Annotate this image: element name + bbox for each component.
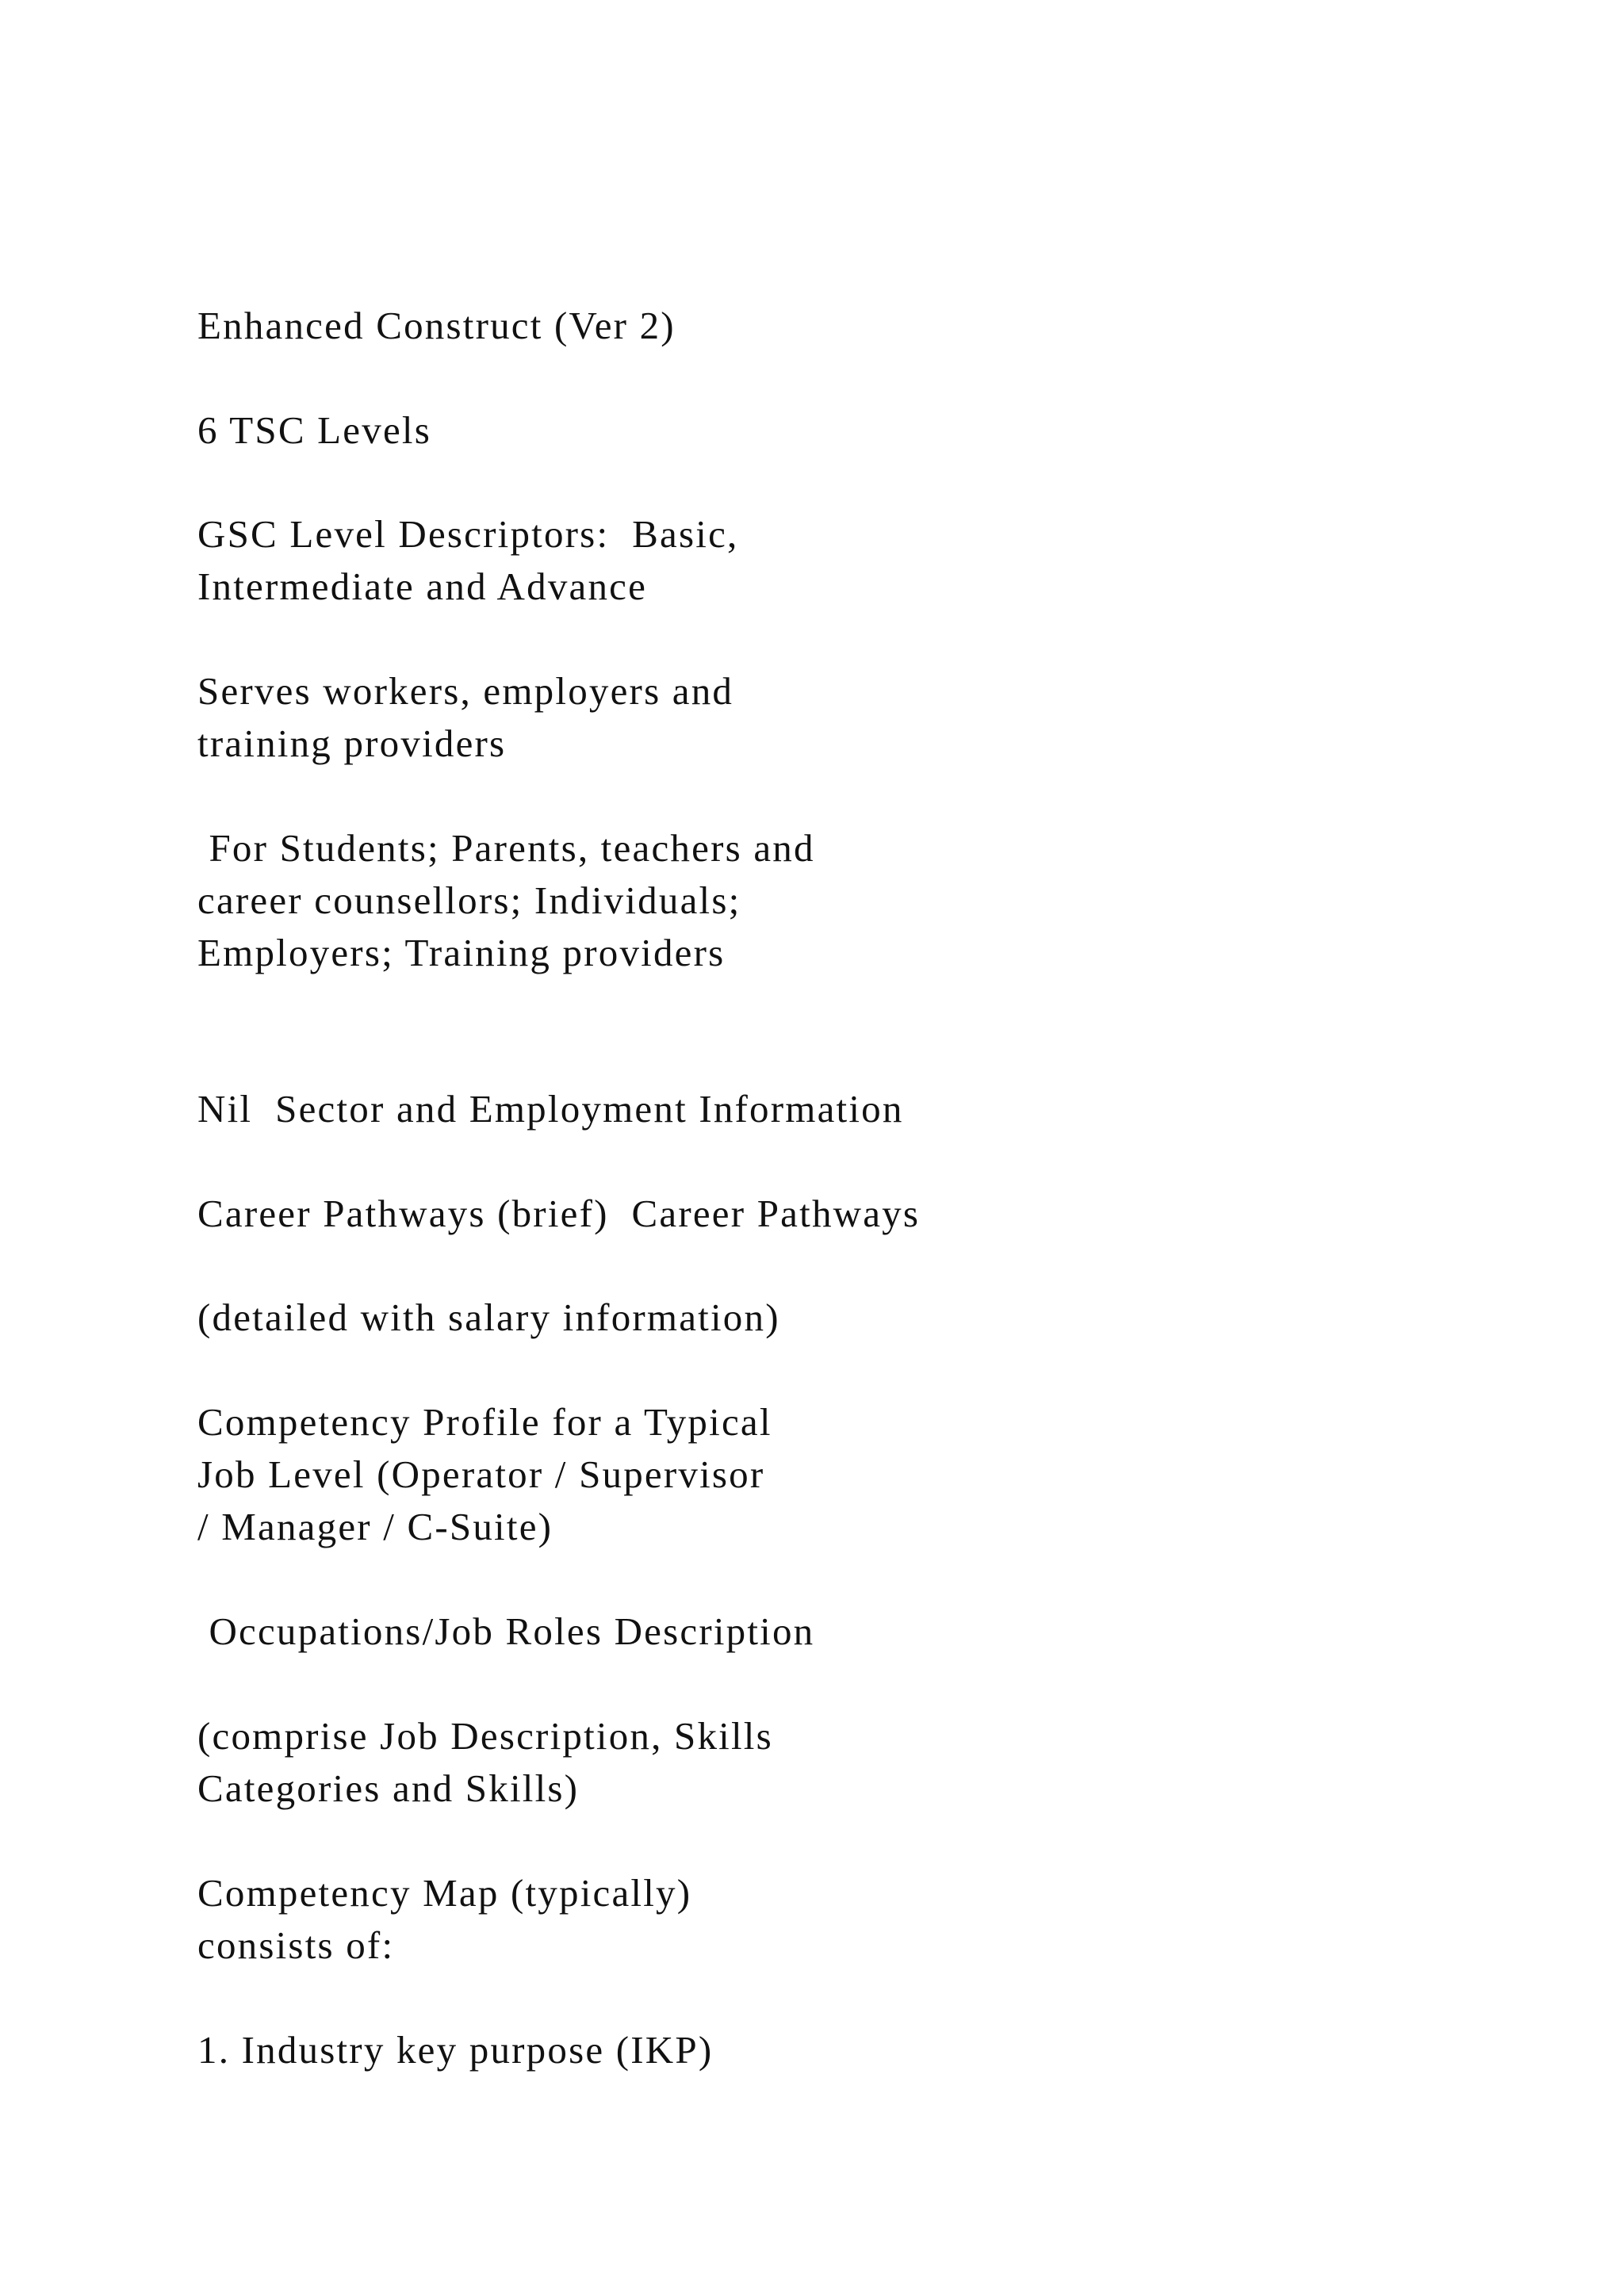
- text-competency-profile-line-1: Competency Profile for a Typical: [197, 1400, 772, 1444]
- text-serves-line-2: training providers: [197, 721, 507, 765]
- text-tsc-levels: 6 TSC Levels: [197, 408, 431, 452]
- text-gsc-descriptors-line-1: GSC Level Descriptors: Basic,: [197, 512, 739, 556]
- text-career-pathways: Career Pathways (brief) Career Pathways: [197, 1192, 921, 1235]
- text-salary-information: (detailed with salary information): [197, 1295, 780, 1339]
- list-item-industry-key-purpose: 1. Industry key purpose (IKP): [197, 2028, 714, 2072]
- text-gsc-descriptors-line-2: Intermediate and Advance: [197, 564, 648, 608]
- text-serves-line-1: Serves workers, employers and: [197, 669, 734, 713]
- text-competency-map-line-1: Competency Map (typically): [197, 1871, 692, 1915]
- text-job-description-line-1: (comprise Job Description, Skills: [197, 1714, 773, 1758]
- text-audience-line-2: career counsellors; Individuals;: [197, 878, 741, 922]
- text-audience-line-3: Employers; Training providers: [197, 931, 726, 974]
- text-competency-profile-line-3: / Manager / C-Suite): [197, 1505, 553, 1548]
- heading-enhanced-construct: Enhanced Construct (Ver 2): [197, 304, 676, 347]
- text-sector-info: Nil Sector and Employment Information: [197, 1087, 904, 1131]
- text-job-description-line-2: Categories and Skills): [197, 1766, 580, 1810]
- text-audience-line-1: For Students; Parents, teachers and: [197, 826, 815, 870]
- text-occupations: Occupations/Job Roles Description: [197, 1609, 815, 1653]
- text-competency-profile-line-2: Job Level (Operator / Supervisor: [197, 1452, 765, 1496]
- text-competency-map-line-2: consists of:: [197, 1923, 395, 1967]
